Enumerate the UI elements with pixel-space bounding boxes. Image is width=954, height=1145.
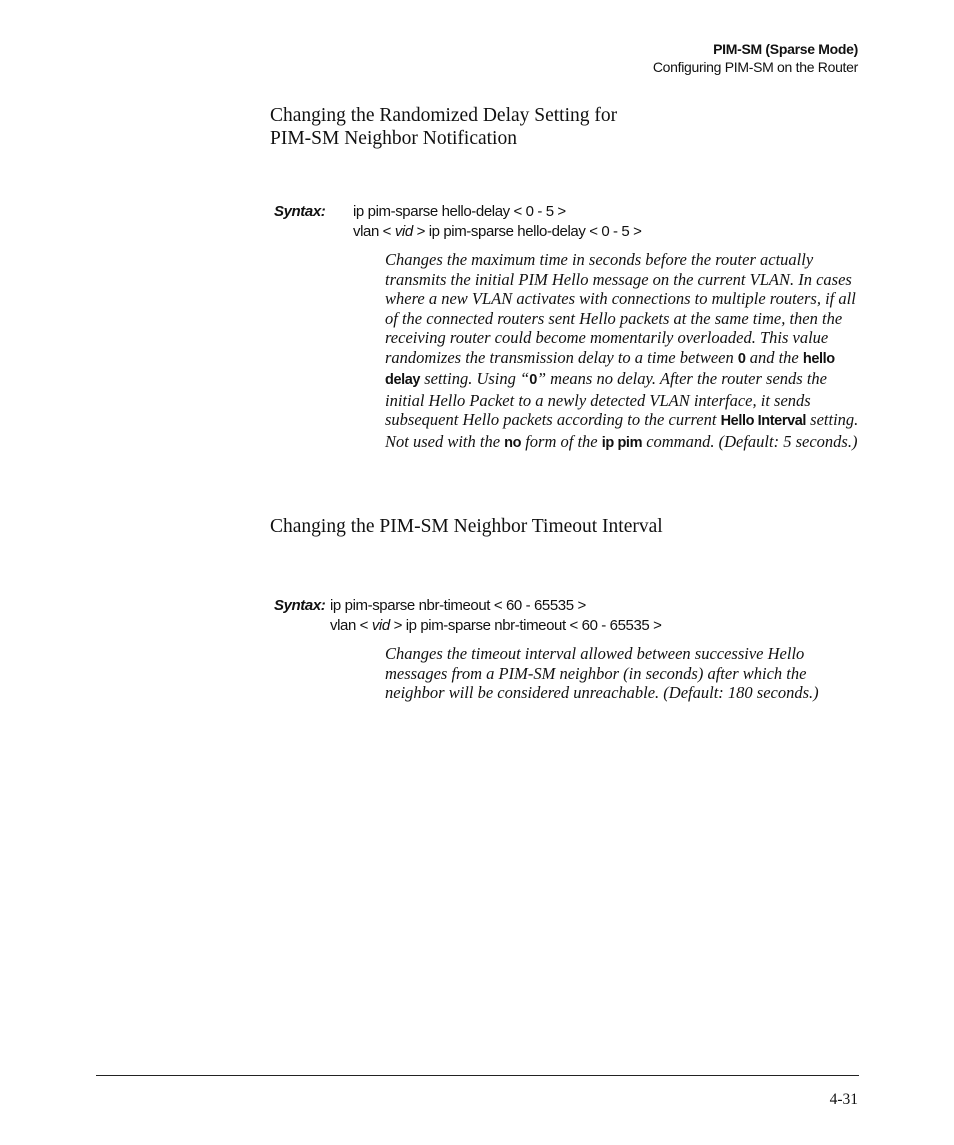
desc-text: setting. Using “ <box>420 369 530 388</box>
section-title: Configuring PIM-SM on the Router <box>652 59 858 75</box>
desc-text: form of the <box>521 431 602 451</box>
description-hello-delay <box>385 250 860 453</box>
syntax-variable: vid <box>371 617 390 634</box>
desc-text: ” means no delay. After the router sends the initial Hello Packet to a newly detected VLAN interface, it sends subsequent Hello packets according to the current <box>385 369 827 429</box>
syntax-command: ip pim-sparse nbr-timeout < 60 - 65535 > <box>330 597 586 614</box>
syntax-label: Syntax: <box>274 203 326 220</box>
desc-text: Changes the maximum time in seconds before the router actually transmits the initial PIM Hello message on the current VLAN. In cases where a new VLAN activates with connections to multiple routers, if all of the connected routers sent Hello packets at the same time, then the receiving router could become momentarily overloaded. This value randomizes the transmission delay to a time between <box>385 250 856 367</box>
heading-line: PIM-SM Neighbor Notification <box>270 128 517 149</box>
chapter-title: PIM-SM (Sparse Mode) <box>713 41 858 57</box>
keyword: 0 <box>737 350 746 367</box>
running-header <box>653 40 858 76</box>
syntax-command-vlan <box>353 222 641 242</box>
description-nbr-timeout: Changes the timeout interval allowed between successive Hello messages from a PIM-SM neighbor (in seconds) after which the neighbor will be considered unreachable. (Default: 180 seconds.) <box>385 644 819 702</box>
section-heading-neighbor-timeout: Changing the PIM-SM Neighbor Timeout Interval <box>270 516 663 537</box>
syntax-text: vlan < <box>353 223 395 240</box>
keyword: hello delay <box>385 350 835 388</box>
desc-text: command. (Default: 5 seconds.) <box>642 431 858 451</box>
section-heading-randomized-delay <box>270 104 730 150</box>
page-number: 4-31 <box>829 1091 858 1108</box>
keyword: 0 <box>529 372 537 388</box>
desc-text: and the <box>745 347 803 367</box>
heading-line: Changing the Randomized Delay Setting for <box>270 105 618 126</box>
syntax-command: ip pim-sparse hello-delay < 0 - 5 > <box>353 203 566 220</box>
syntax-variable: vid <box>394 223 413 240</box>
keyword: ip pim <box>601 434 643 451</box>
desc-text: setting. Not used with the <box>385 410 859 451</box>
syntax-command-vlan <box>330 616 662 636</box>
syntax-text: > ip pim-sparse nbr-timeout < 60 - 65535 > <box>389 617 662 634</box>
keyword: Hello Interval <box>720 413 807 429</box>
footer-rule <box>96 1075 859 1076</box>
keyword: no <box>504 434 522 451</box>
syntax-text: > ip pim-sparse hello-delay < 0 - 5 > <box>412 223 642 240</box>
syntax-text: vlan < <box>330 617 372 634</box>
syntax-label: Syntax: <box>274 597 326 614</box>
